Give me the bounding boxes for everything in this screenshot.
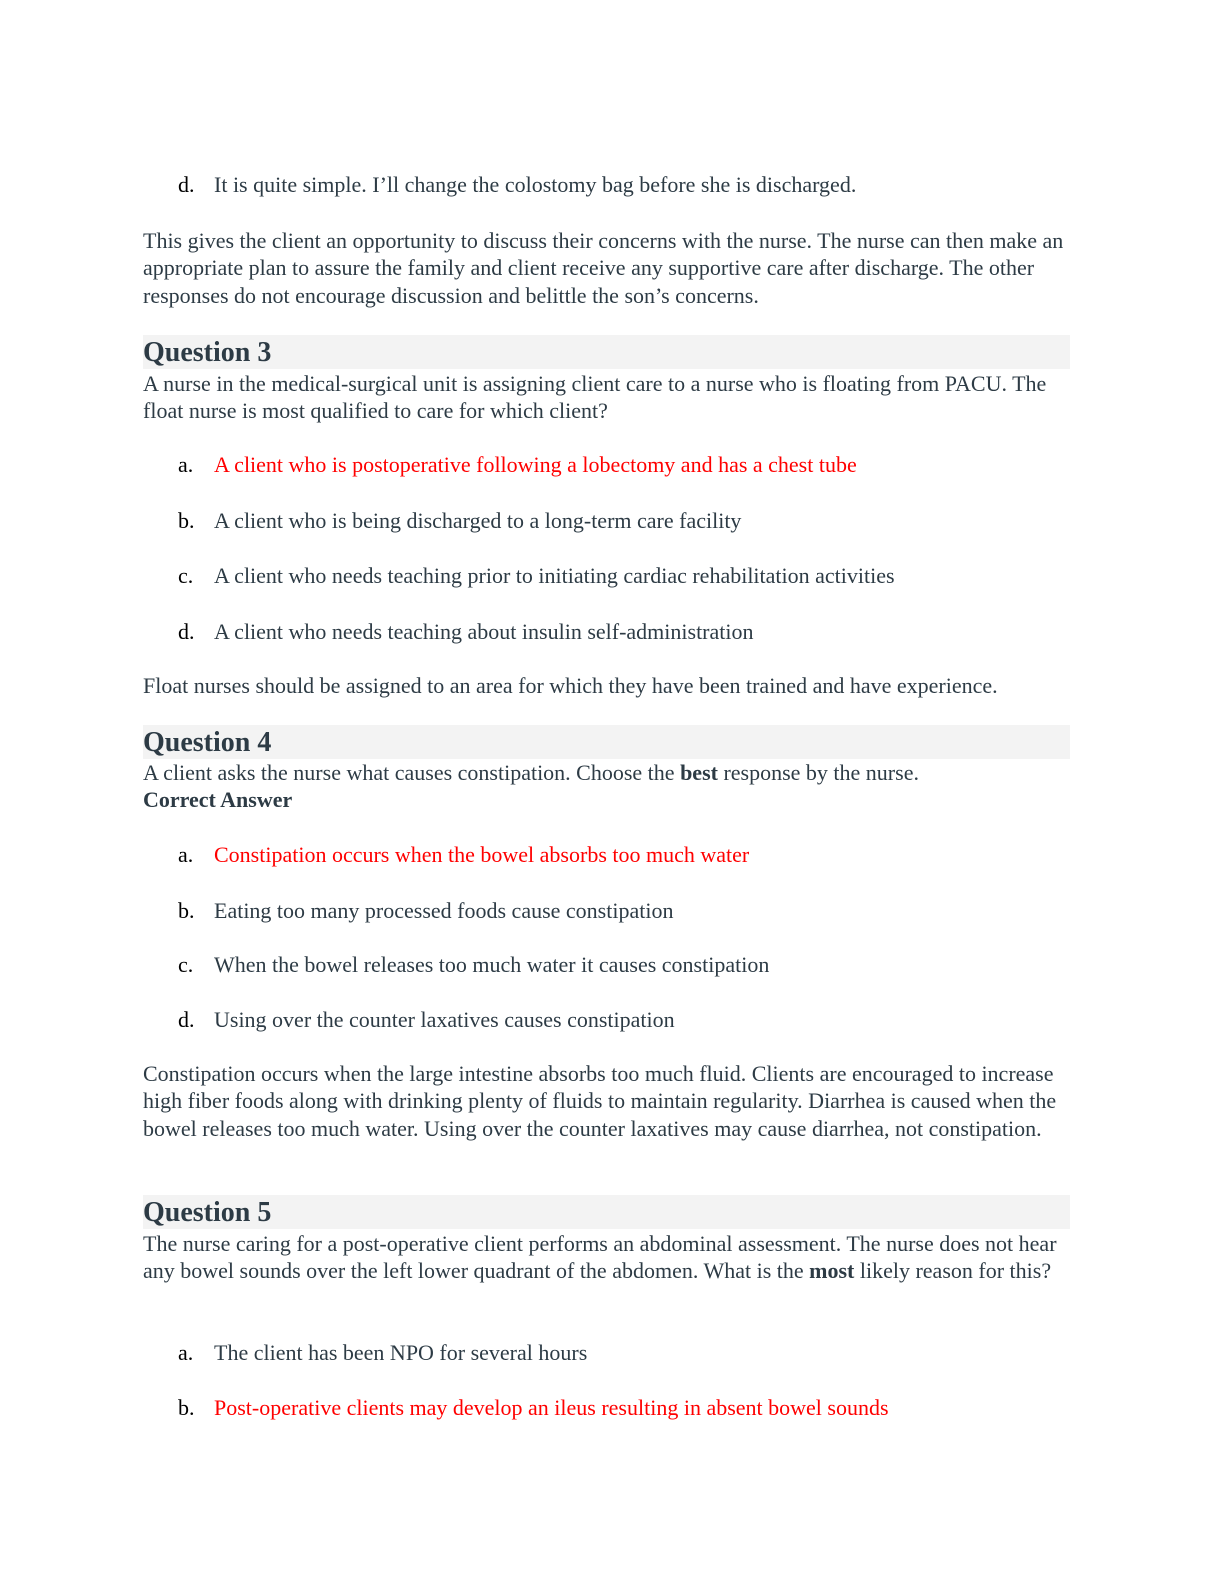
q3-stem: A nurse in the medical-surgical unit is assigning client care to a nurse who is floating from PACU. The float nurse is most qualified to care for which client?	[143, 371, 1047, 424]
option-letter: a.	[178, 1340, 194, 1365]
option-letter: c.	[178, 952, 194, 977]
q5-option-a	[178, 1339, 587, 1366]
option-letter: b.	[178, 508, 195, 533]
q3-rationale: Float nurses should be assigned to an area for which they have been trained and have experience.	[143, 673, 998, 698]
correct-answer-label: Correct Answer	[143, 787, 293, 813]
option-letter: d.	[178, 1007, 195, 1032]
stem-text: likely reason for this?	[854, 1258, 1052, 1284]
option-text: When the bowel releases too much water it causes constipation	[214, 952, 770, 977]
q4-option-c	[178, 951, 769, 978]
stem-emphasis: most	[809, 1258, 855, 1284]
option-text-correct: Post-operative clients may develop an ileus resulting in absent bowel sounds	[214, 1395, 889, 1420]
q4-option-b	[178, 897, 673, 924]
q3-option-d	[178, 618, 754, 645]
q2-rationale: This gives the client an opportunity to discuss their concerns with the nurse. The nurse can then make an appropriate plan to assure the family and client receive any supportive care after discharge. The other responses do not encourage discussion and belittle the son’s concerns.	[143, 228, 1064, 308]
option-text: A client who is being discharged to a long-term care facility	[214, 508, 742, 533]
option-text: A client who needs teaching prior to initiating cardiac rehabilitation activities	[214, 563, 895, 588]
option-text: It is quite simple. I’ll change the colostomy bag before she is discharged.	[214, 172, 857, 197]
q4-stem	[143, 759, 1073, 814]
q5-stem	[143, 1230, 1073, 1285]
q3-option-b	[178, 507, 741, 534]
stem-text: response by the nurse.	[717, 760, 919, 785]
stem-text: A client asks the nurse what causes constipation. Choose the	[143, 760, 681, 785]
option-text: Using over the counter laxatives causes constipation	[214, 1007, 675, 1032]
option-letter: a.	[178, 842, 194, 867]
option-letter: a.	[178, 452, 194, 477]
option-letter: c.	[178, 563, 194, 588]
question-4-heading: Question 4	[143, 725, 1070, 759]
stem-text: The nurse caring for a post-operative client performs an abdominal assessment. The nurse does not hear any bowel sounds over the left lower quadrant of the abdomen. What is the	[143, 1231, 1057, 1284]
option-text: Eating too many processed foods cause constipation	[214, 898, 674, 923]
question-5-heading: Question 5	[143, 1195, 1070, 1229]
q3-option-c	[178, 562, 895, 589]
option-letter: b.	[178, 898, 195, 923]
q3-option-a	[178, 451, 857, 478]
stem-emphasis: best	[680, 760, 718, 785]
option-letter: d.	[178, 172, 195, 197]
option-text: The client has been NPO for several hours	[214, 1340, 588, 1365]
q4-option-a	[178, 841, 749, 868]
option-letter: b.	[178, 1395, 195, 1420]
question-3-heading: Question 3	[143, 335, 1070, 369]
option-text-correct: A client who is postoperative following a lobectomy and has a chest tube	[214, 452, 857, 477]
option-text-correct: Constipation occurs when the bowel absorbs too much water	[214, 842, 750, 867]
q2-option-d	[178, 171, 856, 198]
q4-rationale: Constipation occurs when the large intestine absorbs too much fluid. Clients are encouraged to increase high fiber foods along with drinking plenty of fluids to maintain regularity. Diarrhea is caused when the bowel releases too much water. Using over the counter laxatives may cause diarrhea, not constipation.	[143, 1061, 1057, 1141]
option-letter: d.	[178, 619, 195, 644]
q4-option-d	[178, 1006, 675, 1033]
option-text: A client who needs teaching about insulin self-administration	[214, 619, 754, 644]
q5-option-b	[178, 1394, 889, 1421]
